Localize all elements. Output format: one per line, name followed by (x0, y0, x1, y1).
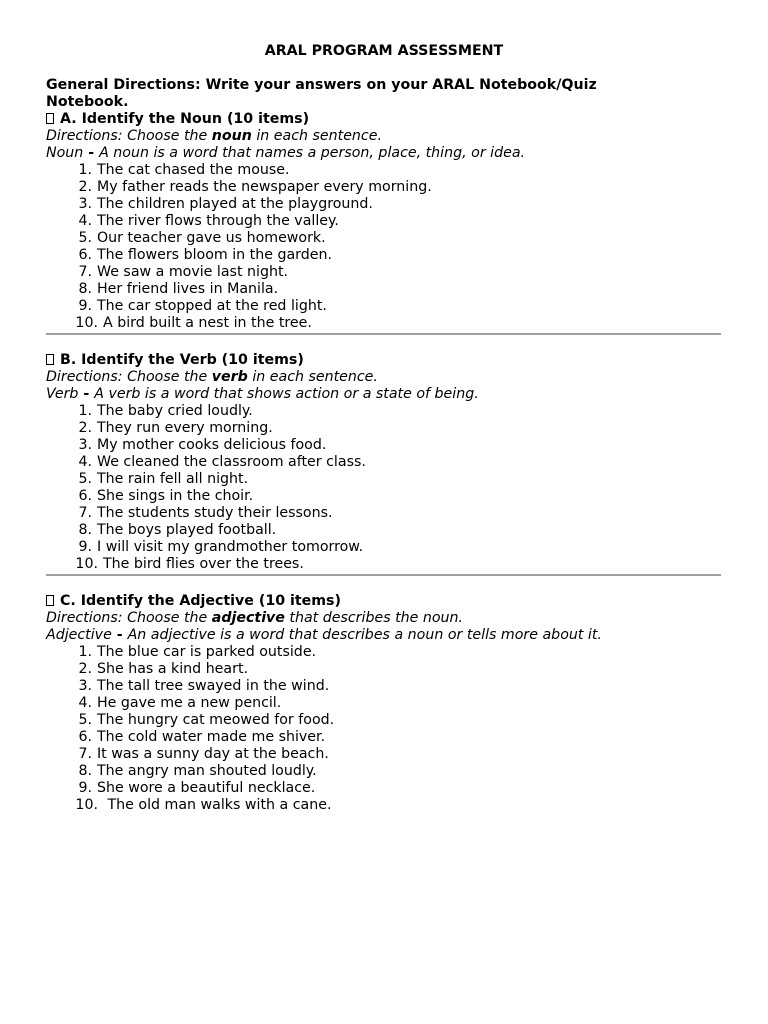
list-item: 7. We saw a movie last night. (78, 264, 289, 280)
list-item: 10. The old man walks with a cane. (75, 797, 332, 813)
document-title: ARAL PROGRAM ASSESSMENT (264, 43, 504, 59)
list-item: 2. My father reads the newspaper every morning. (78, 179, 432, 195)
section-c (46, 593, 726, 814)
list-item: 7. It was a sunny day at the beach. (78, 746, 329, 762)
missing-glyph-icon (46, 354, 54, 365)
section-directions: Directions: Choose the adjective that describes the noun. (46, 610, 464, 626)
section-definition: Adjective - An adjective is a word that describes a noun or tells more about it. (46, 627, 602, 643)
list-item: 5. The rain fell all night. (78, 471, 249, 487)
list-item: 6. The cold water made me shiver. (78, 729, 326, 745)
list-item: 2. They run every morning. (78, 420, 273, 436)
list-item: 5. Our teacher gave us homework. (78, 230, 326, 246)
list-item: 2. She has a kind heart. (78, 661, 249, 677)
missing-glyph-icon (46, 595, 54, 606)
section-definition: Verb - A verb is a word that shows action or a state of being. (46, 386, 479, 402)
section-directions: Directions: Choose the noun in each sentence. (46, 128, 382, 144)
list-item: 9. I will visit my grandmother tomorrow. (78, 539, 364, 555)
list-item: 9. She wore a beautiful necklace. (78, 780, 316, 796)
missing-glyph-icon (46, 113, 54, 124)
section-definition: Noun - A noun is a word that names a person, place, thing, or idea. (46, 145, 526, 161)
list-item: 3. My mother cooks delicious food. (78, 437, 327, 453)
list-item: 6. The flowers bloom in the garden. (78, 247, 332, 263)
item-list (46, 644, 726, 814)
document-body (46, 77, 726, 814)
list-item: 1. The cat chased the mouse. (78, 162, 290, 178)
list-item: 3. The children played at the playground. (78, 196, 373, 212)
list-item: 9. The car stopped at the red light. (78, 298, 327, 314)
list-item: 10. The bird flies over the trees. (75, 556, 304, 572)
list-item: 8. The boys played football. (78, 522, 277, 538)
section-heading: A. Identify the Noun (10 items) (46, 111, 726, 128)
list-item: 10. A bird built a nest in the tree. (75, 315, 312, 331)
spacer (46, 335, 726, 352)
general-directions: General Directions: Write your answers on your ARAL Notebook/Quiz Notebook. (46, 77, 597, 110)
list-item: 4. The river flows through the valley. (78, 213, 339, 229)
list-item: 8. The angry man shouted loudly. (78, 763, 317, 779)
item-list (46, 162, 726, 332)
section-heading: C. Identify the Adjective (10 items) (46, 593, 726, 610)
list-item: 3. The tall tree swayed in the wind. (78, 678, 330, 694)
section-directions: Directions: Choose the verb in each sentence. (46, 369, 378, 385)
list-item: 1. The blue car is parked outside. (78, 644, 317, 660)
section-a (46, 111, 726, 335)
list-item: 5. The hungry cat meowed for food. (78, 712, 335, 728)
list-item: 6. She sings in the choir. (78, 488, 254, 504)
spacer (46, 576, 726, 593)
section-b (46, 352, 726, 576)
section-heading: B. Identify the Verb (10 items) (46, 352, 726, 369)
item-list (46, 403, 726, 573)
list-item: 7. The students study their lessons. (78, 505, 333, 521)
list-item: 4. He gave me a new pencil. (78, 695, 282, 711)
list-item: 8. Her friend lives in Manila. (78, 281, 279, 297)
list-item: 1. The baby cried loudly. (78, 403, 253, 419)
list-item: 4. We cleaned the classroom after class. (78, 454, 366, 470)
